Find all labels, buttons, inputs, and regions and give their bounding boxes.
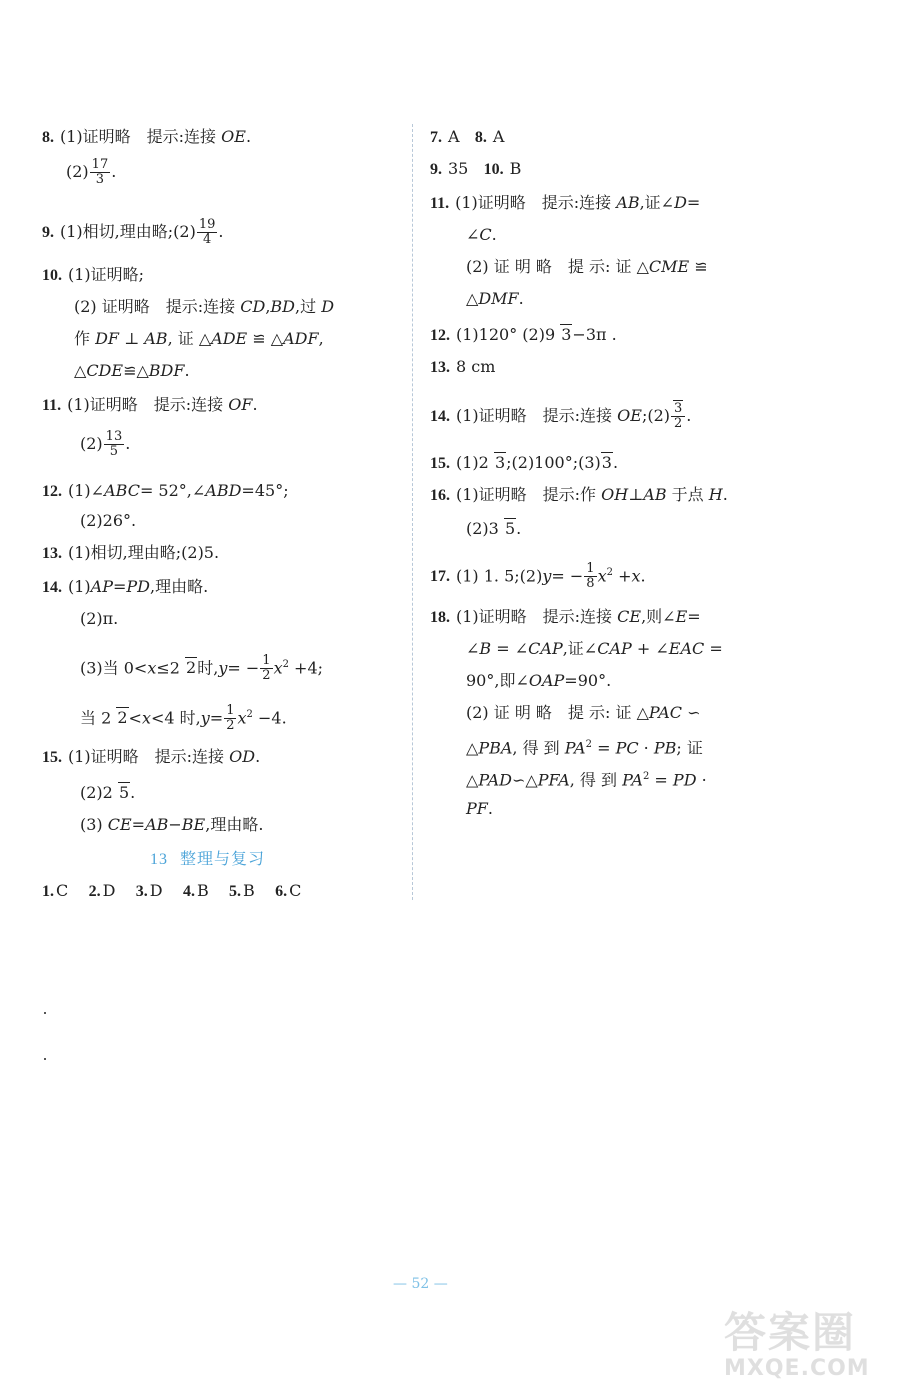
answer-r16-part1: 16. (1)证明略 提示:作 OH⊥AB 于点 H.: [430, 485, 728, 504]
answer-7-8: 7. A 8. A: [430, 127, 505, 146]
answer-12-part1: 12. (1)∠ABC= 52°,∠ABD=45°;: [42, 481, 289, 500]
answer-r11-part3: (2) 证 明 略 提 示: 证 △CME ≌: [466, 257, 708, 276]
sqrt: 3: [494, 453, 506, 472]
watermark-logo: 答案圈 MXQE.COM: [724, 1308, 870, 1381]
answer-15-part3: (3) CE=AB−BE,理由略.: [80, 815, 264, 834]
answer-14-part2: (2)π.: [80, 609, 119, 628]
mc-item: 5. B: [229, 881, 255, 900]
answer-15-part2: (2)2 5.: [80, 783, 136, 802]
answer-r11-part4: △DMF.: [466, 289, 524, 308]
answer-r17: 17. (1) 1. 5;(2)y= − $\frac{1}{8}$ $x^2 +x$.: [430, 561, 646, 592]
mc-item: 2. D: [88, 881, 116, 900]
sqrt: 3: [601, 453, 612, 472]
mc-answers: [42, 880, 301, 903]
answer-r18-part1: 18. (1)证明略 提示:连接 CE,则∠E=: [430, 607, 701, 626]
answer-r18-part3: 90°,即∠OAP=90°.: [466, 671, 612, 690]
answer-11-part2: (2) $\frac{13}{5}$ .: [80, 429, 131, 459]
scan-mark: [44, 1058, 46, 1060]
answer-10-part1: 10. (1)证明略;: [42, 265, 145, 284]
answer-8-part2: (2) $\frac{17}{3}$ .: [66, 157, 117, 187]
fraction: $\frac{17}{3}$: [91, 157, 109, 187]
sqrt: 5: [118, 783, 130, 802]
sqrt: 5: [504, 519, 516, 538]
answer-10-part3: 作 DF ⊥ AB, 证 △ADE ≌ △ADF,: [74, 329, 324, 348]
page-number: — 52 —: [393, 1276, 448, 1292]
mc-item: 1. C: [42, 881, 69, 900]
answer-r11-part2: ∠C.: [466, 225, 497, 244]
fraction: $\frac{1}{2}$: [262, 653, 271, 684]
fraction: $\frac{1}{8}$: [586, 561, 595, 592]
section-number: 13: [150, 851, 168, 868]
scan-mark: [44, 1012, 46, 1014]
answer-10-part4: △CDE≌△BDF.: [74, 361, 190, 380]
answer-12-part2: (2)26°.: [80, 511, 137, 530]
answer-r11-part1: 11. (1)证明略 提示:连接 AB,证∠D=: [430, 193, 701, 212]
sqrt: 2: [186, 658, 197, 678]
answer-r18-part2: ∠B = ∠CAP,证∠CAP + ∠EAC =: [466, 639, 723, 658]
section-heading: [150, 846, 265, 869]
answer-13: 13. (1)相切,理由略;(2)5.: [42, 543, 220, 562]
answer-r15: 15. (1)2 3;(2)100°;(3)3.: [430, 453, 619, 472]
column-divider: [412, 124, 413, 900]
fraction: $\frac{13}{5}$: [105, 429, 123, 459]
answer-r16-part2: (2)3 5.: [466, 519, 522, 538]
answer-11-part1: 11. (1)证明略 提示:连接 OF.: [42, 395, 258, 414]
answer-r18-part6: △PAD∽△PFA, 得 到 $PA^2$ = PD ·: [466, 770, 707, 790]
answer-8-part1: 8. (1)证明略 提示:连接 OE.: [42, 127, 252, 146]
sqrt: 3: [561, 325, 572, 344]
sqrt: 3: [674, 401, 683, 416]
sqrt: 2: [117, 708, 128, 728]
answer-r13: 13. 8 cm: [430, 357, 496, 376]
fraction: $\frac{1}{2}$: [226, 703, 235, 734]
mc-item: 3. D: [135, 881, 163, 900]
answer-r12: 12. (1)120° (2)9 3−3π .: [430, 325, 617, 344]
fraction: $\frac{19}{4}$: [198, 217, 216, 247]
mc-item: 4. B: [182, 881, 209, 900]
answer-r14: 14. (1)证明略 提示:连接 OE;(2) $\frac{3}{2}$ .: [430, 401, 692, 431]
answer-9: 9. (1)相切,理由略;(2) $\frac{19}{4}$ .: [42, 217, 224, 247]
section-title: 整理与复习: [180, 849, 266, 868]
answer-r18-part5: △PBA, 得 到 $PA^2$ = PC · PB; 证: [466, 738, 703, 758]
fraction: $\frac{3}{2}$: [671, 402, 685, 431]
answer-r18-part4: (2) 证 明 略 提 示: 证 △PAC ∽: [466, 703, 701, 722]
answer-9-10: 9. 35 10. B: [430, 159, 522, 178]
answer-14-part1: 14. (1)AP=PD,理由略.: [42, 577, 209, 596]
answer-10-part2: (2) 证明略 提示:连接 CD,BD,过 D: [74, 297, 335, 316]
answer-15-part1: 15. (1)证明略 提示:连接 OD.: [42, 747, 261, 766]
answer-r18-part7: PF.: [466, 799, 493, 818]
mc-item: 6. C: [275, 881, 302, 900]
answer-14-part3: (3)当 0<x≤2 2时,y= − $\frac{1}{2}$ $x^2 +4$;: [80, 653, 324, 684]
answer-14-part4: 当 2 2<x<4 时,y= $\frac{1}{2}$ $x^2 -4$.: [80, 703, 287, 734]
